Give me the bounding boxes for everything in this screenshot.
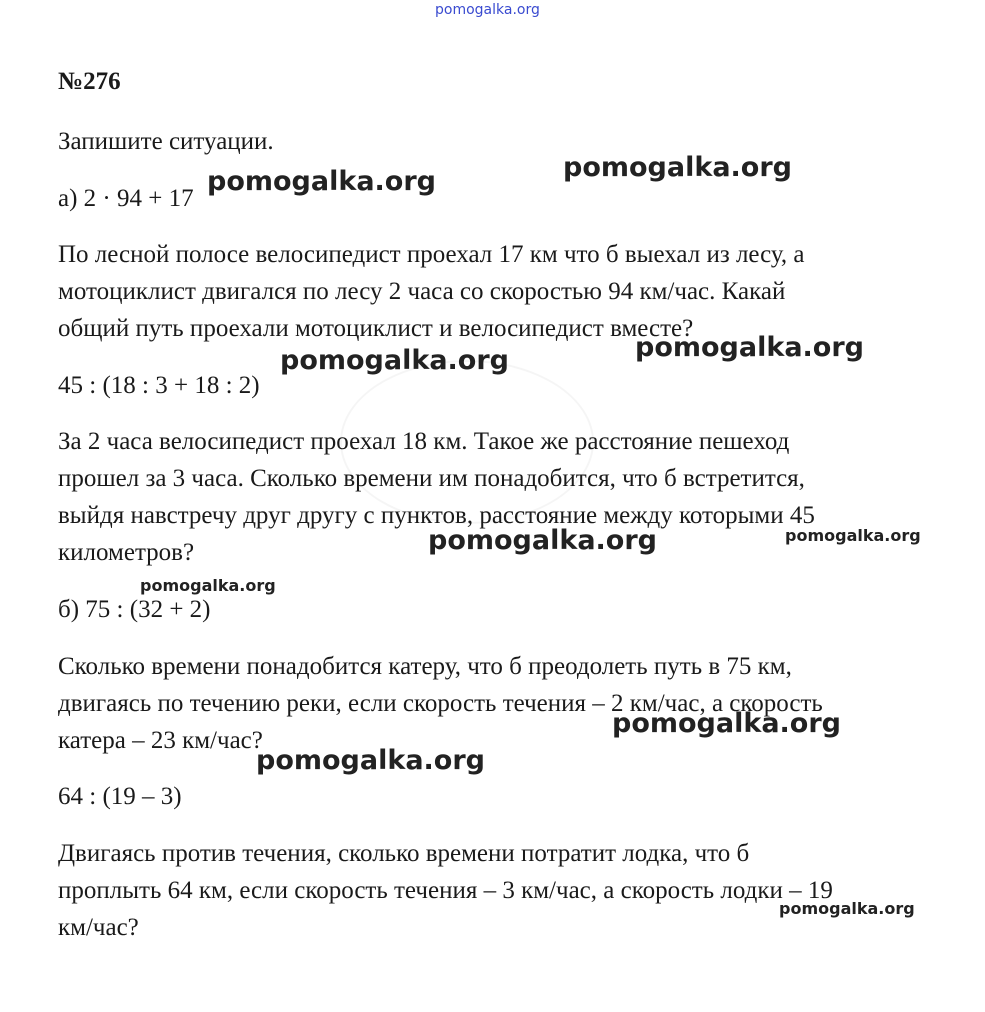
site-header-link[interactable]: pomogalka.org: [435, 2, 540, 18]
watermark: pomogalka.org: [612, 708, 841, 739]
text-line: Двигаясь против течения, сколько времени потратит лодка, что б: [58, 840, 750, 867]
watermark: pomogalka.org: [280, 345, 509, 376]
text-line: проплыть 64 км, если скорость течения – 3 км/час, а скорость лодки – 19: [58, 877, 833, 904]
part-a-expression-2: 45 : (18 : 3 + 18 : 2): [58, 372, 260, 399]
part-a-problem-1: [58, 236, 805, 347]
text-line: прошел за 3 часа. Сколько времени им понадобится, что б встретится,: [58, 465, 805, 492]
part-b-expression-2: 64 : (19 – 3): [58, 783, 182, 810]
text-line: катера – 23 км/час?: [58, 727, 263, 754]
watermark: pomogalka.org: [256, 745, 485, 776]
watermark: pomogalka.org: [635, 332, 864, 363]
watermark: pomogalka.org: [785, 526, 921, 545]
text-line: По лесной полосе велосипедист проехал 17 км что б выехал из лесу, а: [58, 241, 805, 268]
instruction: Запишите ситуации.: [58, 128, 274, 155]
task-number: №276: [58, 68, 121, 95]
text-line: километров?: [58, 539, 195, 566]
part-b-problem-2: [58, 835, 833, 946]
text-line: За 2 часа велосипедист проехал 18 км. Такое же расстояние пешеход: [58, 428, 790, 455]
text-line: общий путь проехали мотоциклист и велосипедист вместе?: [58, 315, 694, 342]
part-b-problem-1: [58, 648, 823, 759]
text-line: выйдя навстречу друг другу с пунктов, расстояние между которыми 45: [58, 502, 815, 529]
text-line: Сколько времени понадобится катеру, что б преодолеть путь в 75 км,: [58, 653, 792, 680]
watermark: pomogalka.org: [207, 166, 436, 197]
part-b-expression-1: б) 75 : (32 + 2): [58, 596, 211, 623]
text-line: км/час?: [58, 914, 139, 941]
text-line: мотоциклист двигался по лесу 2 часа со скоростью 94 км/час. Какай: [58, 278, 786, 305]
watermark: pomogalka.org: [428, 525, 657, 556]
part-a-expression-1: а) 2 · 94 + 17: [58, 185, 194, 212]
watermark: pomogalka.org: [779, 899, 915, 918]
watermark: pomogalka.org: [140, 576, 276, 595]
text-line: двигаясь по течению реки, если скорость течения – 2 км/час, а скорость: [58, 690, 823, 717]
watermark: pomogalka.org: [563, 152, 792, 183]
